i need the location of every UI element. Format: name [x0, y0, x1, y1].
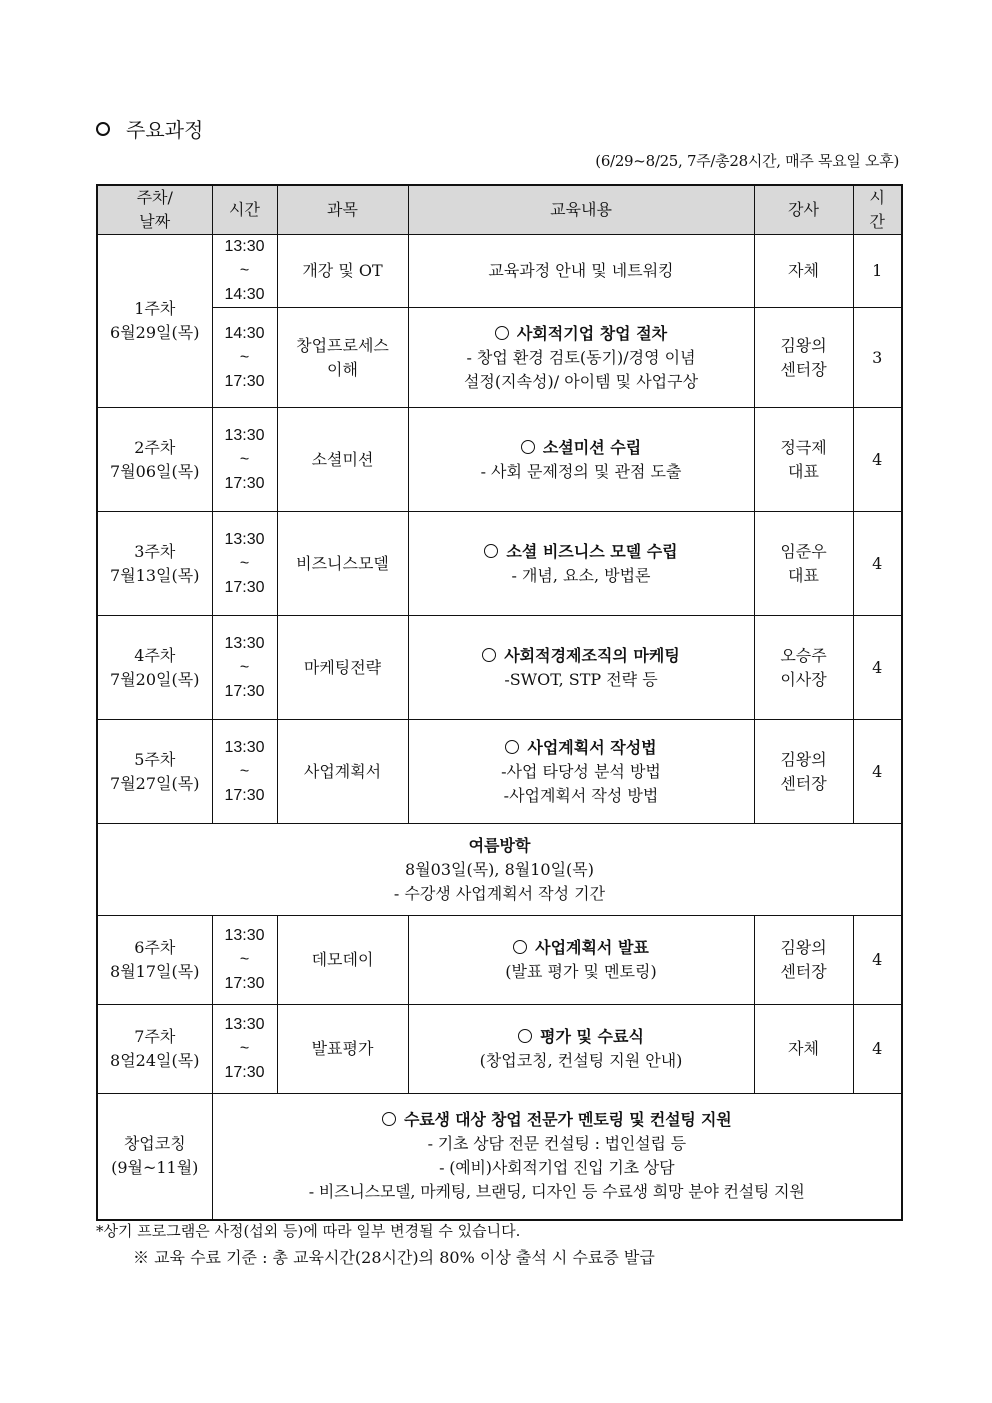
hours-cell: 4: [853, 720, 902, 824]
content-cell: 소셜미션 수립 - 사회 문제정의 및 관점 도출: [408, 408, 754, 512]
heading-text: 주요과정: [126, 118, 204, 142]
header-time: 시간: [212, 185, 277, 235]
header-week: 주차/ 날짜: [97, 185, 212, 235]
week-cell: 1주차 6월29일(목): [97, 235, 212, 408]
instructor-cell: 정극제 대표: [754, 408, 853, 512]
table-row: [97, 408, 902, 512]
circle-bullet-icon: [96, 122, 110, 136]
header-instructor: 강사: [754, 185, 853, 235]
header-content: 교육내용: [408, 185, 754, 235]
week-cell: 7주차 8얼24일(목): [97, 1005, 212, 1094]
instructor-cell: 김왕의 센터장: [754, 720, 853, 824]
content-cell: 사회적경제조직의 마케팅 -SWOT, STP 전략 등: [408, 616, 754, 720]
time-cell: 13:30 ~ 17:30: [212, 408, 277, 512]
content-cell: 소셜 비즈니스 모델 수립 - 개념, 요소, 방법론: [408, 512, 754, 616]
subject-cell: 사업계획서: [277, 720, 408, 824]
subject-cell: 비즈니스모델: [277, 512, 408, 616]
circle-bullet-icon: [495, 326, 509, 340]
circle-bullet-icon: [505, 740, 519, 754]
instructor-cell: 김왕의 센터장: [754, 916, 853, 1005]
time-cell: 13:30 ~ 17:30: [212, 1005, 277, 1094]
content-cell: 평가 및 수료식 (창업코칭, 컨설팅 지원 안내): [408, 1005, 754, 1094]
header-hours: 시 간: [853, 185, 902, 235]
circle-bullet-icon: [482, 648, 496, 662]
time-cell: 13:30 ~ 17:30: [212, 720, 277, 824]
coaching-row: [97, 1094, 902, 1220]
content-cell: 사업계획서 발표 (발표 평가 및 멘토링): [408, 916, 754, 1005]
vacation-cell: 여름방학 8월03일(목), 8월10일(목) - 수강생 사업계획서 작성 기간: [97, 824, 902, 916]
subject-cell: 마케팅전략: [277, 616, 408, 720]
circle-bullet-icon: [484, 544, 498, 558]
hours-cell: 4: [853, 408, 902, 512]
vacation-title: 여름방학: [468, 835, 531, 855]
instructor-cell: 임준우 대표: [754, 512, 853, 616]
table-row: [97, 616, 902, 720]
hours-cell: 4: [853, 616, 902, 720]
content-cell: 사업계획서 작성법 -사업 타당성 분석 방법 -사업계획서 작성 방법: [408, 720, 754, 824]
time-cell: 13:30 ~ 14:30: [212, 235, 277, 308]
section-heading: [96, 114, 203, 143]
time-cell: 13:30 ~ 17:30: [212, 512, 277, 616]
curriculum-table: [96, 184, 903, 1221]
table-row: [97, 916, 902, 1005]
table-header-row: [97, 185, 902, 235]
change-note: *상기 프로그램은 사정(섭외 등)에 따라 일부 변경될 수 있습니다.: [96, 1222, 521, 1240]
table-row: [97, 235, 902, 308]
week-cell: 3주차 7월13일(목): [97, 512, 212, 616]
circle-bullet-icon: [513, 940, 527, 954]
week-cell: 6주차 8월17일(목): [97, 916, 212, 1005]
instructor-cell: 김왕의 센터장: [754, 308, 853, 408]
circle-bullet-icon: [518, 1029, 532, 1043]
instructor-cell: 자체: [754, 235, 853, 308]
hours-cell: 4: [853, 1005, 902, 1094]
subject-cell: 창업프로세스 이해: [277, 308, 408, 408]
circle-bullet-icon: [521, 440, 535, 454]
subject-cell: 발표평가: [277, 1005, 408, 1094]
hours-cell: 4: [853, 916, 902, 1005]
circle-bullet-icon: [382, 1112, 396, 1126]
vacation-row: [97, 824, 902, 916]
week-cell: 5주차 7월27일(목): [97, 720, 212, 824]
table-row: [97, 1005, 902, 1094]
instructor-cell: 자체: [754, 1005, 853, 1094]
subject-cell: 소셜미션: [277, 408, 408, 512]
content-cell: 교육과정 안내 및 네트워킹: [408, 235, 754, 308]
table-row: [97, 720, 902, 824]
hours-cell: 4: [853, 512, 902, 616]
completion-criteria-note: ※ 교육 수료 기준 : 총 교육시간(28시간)의 80% 이상 출석 시 수료증 발급: [133, 1248, 655, 1267]
hours-cell: 1: [853, 235, 902, 308]
content-cell: 사회적기업 창업 절차 - 창업 환경 검토(동기)/경영 이념 설정(지속성)/ 아이템 및 사업구상: [408, 308, 754, 408]
table-row: [97, 308, 902, 408]
subject-cell: 데모데이: [277, 916, 408, 1005]
table-row: [97, 512, 902, 616]
time-cell: 13:30 ~ 17:30: [212, 616, 277, 720]
instructor-cell: 오승주 이사장: [754, 616, 853, 720]
week-cell: 4주차 7월20일(목): [97, 616, 212, 720]
hours-cell: 3: [853, 308, 902, 408]
header-subject: 과목: [277, 185, 408, 235]
coaching-label-cell: 창업코칭 (9월~11월): [97, 1094, 212, 1220]
subject-cell: 개강 및 OT: [277, 235, 408, 308]
schedule-summary: (6/29~8/25, 7주/총28시간, 매주 목요일 오후): [595, 152, 899, 170]
week-cell: 2주차 7월06일(목): [97, 408, 212, 512]
coaching-content-cell: 수료생 대상 창업 전문가 멘토링 및 컨설팅 지원 - 기초 상담 전문 컨설팅 : 법인설립 등 - (예비)사회적기업 진입 기초 상담 - 비즈니스모델, 마케팅, 브랜딩, 디자인 등 수료생 희망 분야 컨설팅 지원: [212, 1094, 902, 1220]
time-cell: 14:30 ~ 17:30: [212, 308, 277, 408]
time-cell: 13:30 ~ 17:30: [212, 916, 277, 1005]
